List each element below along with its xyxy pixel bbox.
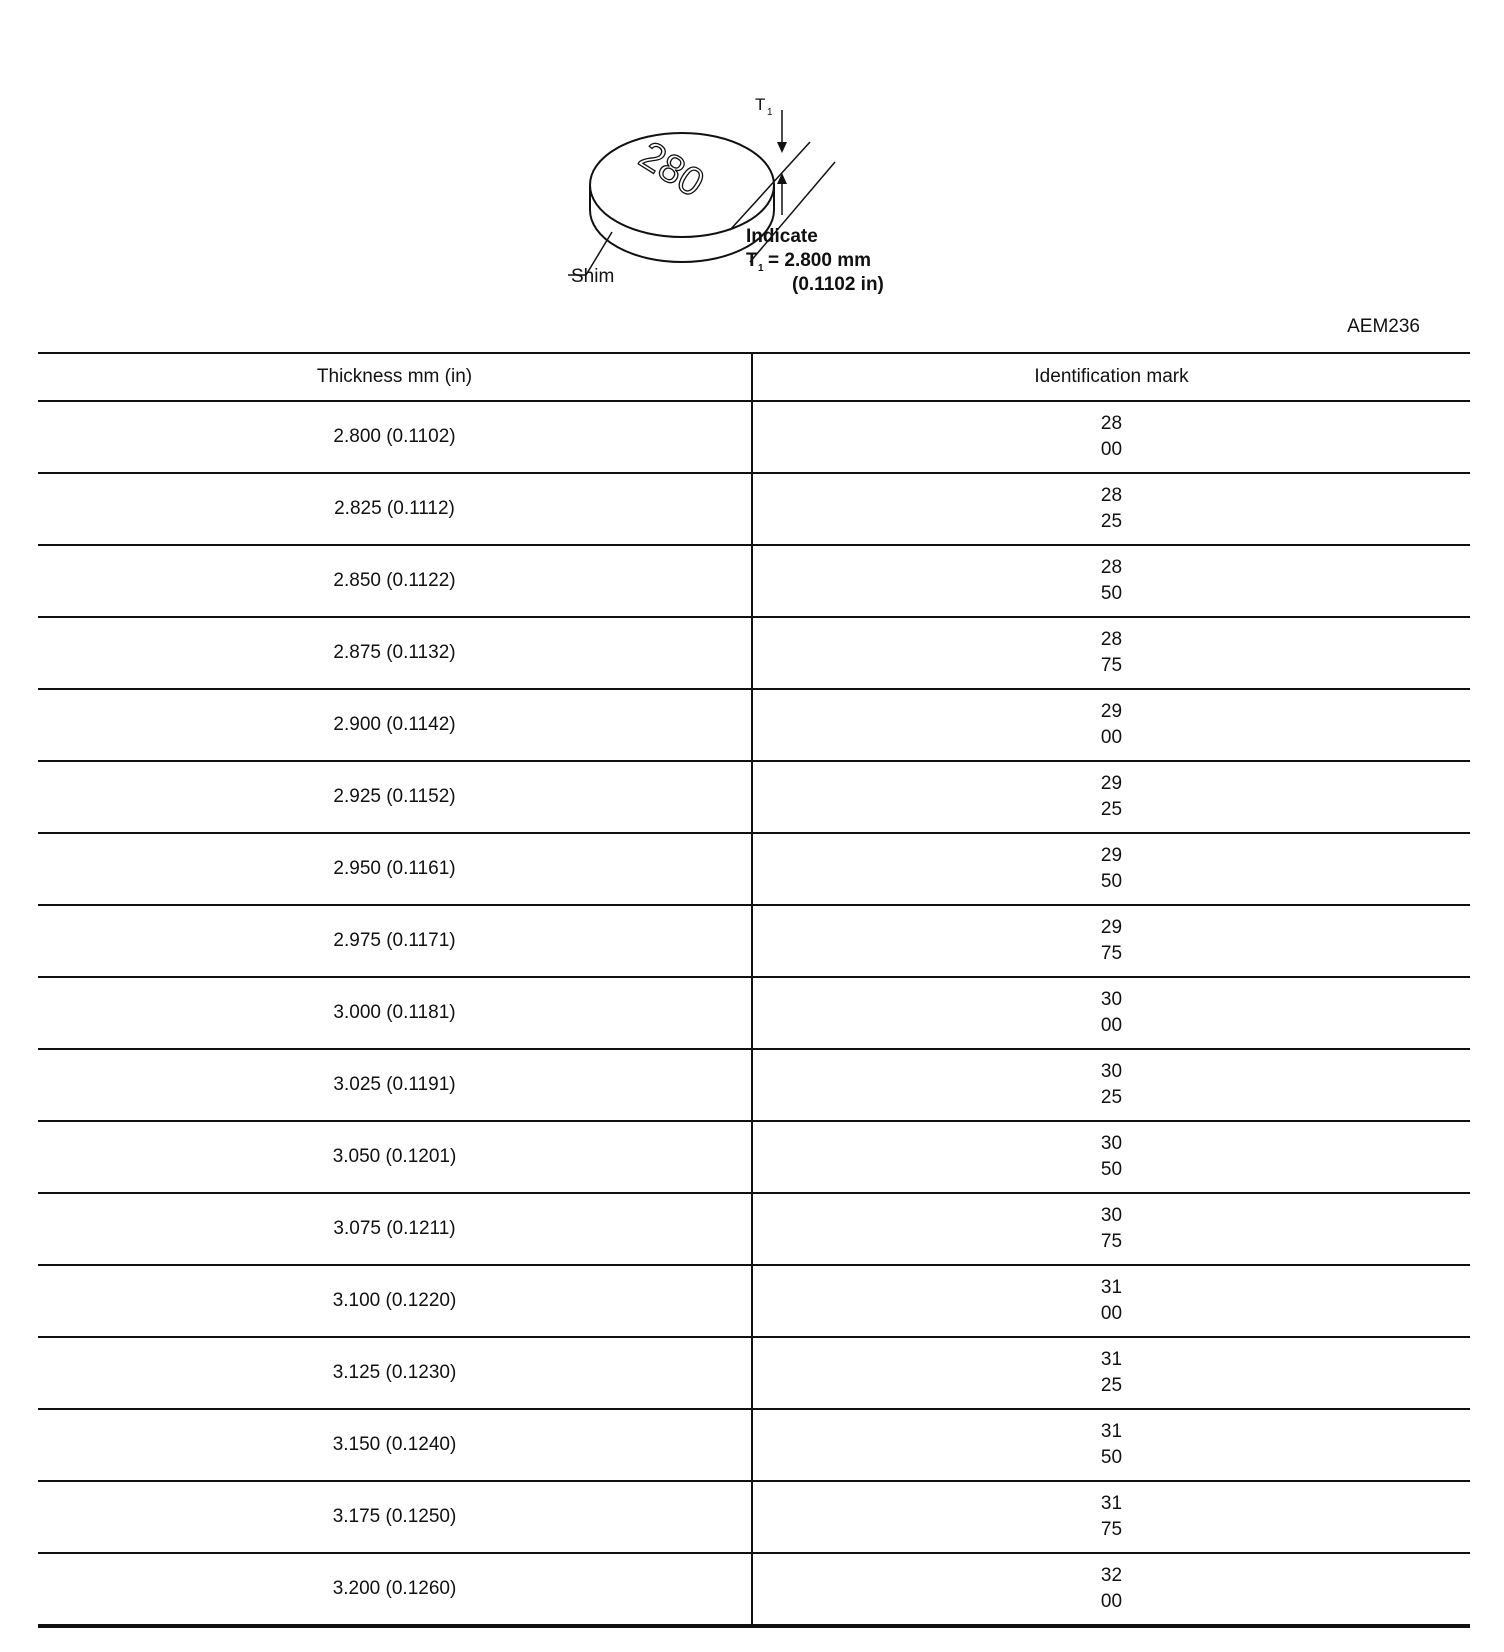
thickness-cell: 3.000 (0.1181) [38, 977, 752, 1049]
thickness-cell: 2.875 (0.1132) [38, 617, 752, 689]
mark-bottom: 75 [1100, 1519, 1123, 1540]
mark-top: 28 [1100, 485, 1123, 506]
mark-top: 31 [1100, 1493, 1123, 1514]
identification-mark-cell [752, 401, 1470, 473]
identification-mark-cell [752, 1265, 1470, 1337]
identification-mark-cell [752, 1121, 1470, 1193]
indicate-value-in: (0.1102 in) [792, 274, 884, 295]
thickness-cell: 3.150 (0.1240) [38, 1409, 752, 1481]
mark-bottom: 00 [1100, 1303, 1123, 1324]
table-row [38, 833, 1470, 905]
thickness-cell: 3.025 (0.1191) [38, 1049, 752, 1121]
mark-bottom: 75 [1100, 943, 1123, 964]
shim-illustration [560, 90, 980, 320]
mark-top: 30 [1100, 1133, 1123, 1154]
mark-top: 30 [1100, 989, 1123, 1010]
table-row [38, 545, 1470, 617]
table-row [38, 1409, 1470, 1481]
dimension-symbol: T [755, 95, 766, 114]
thickness-cell: 2.900 (0.1142) [38, 689, 752, 761]
mark-top: 31 [1100, 1349, 1123, 1370]
indicate-value: = 2.800 mm [768, 250, 871, 271]
identification-mark-cell [752, 977, 1470, 1049]
identification-mark-cell [752, 545, 1470, 617]
identification-mark-cell [752, 1481, 1470, 1553]
mark-bottom: 25 [1100, 1087, 1123, 1108]
figure-code: AEM236 [1347, 316, 1420, 337]
table-header-row [38, 353, 1470, 401]
mark-top: 30 [1100, 1061, 1123, 1082]
mark-top: 31 [1100, 1277, 1123, 1298]
mark-bottom: 25 [1100, 799, 1123, 820]
thickness-cell: 3.125 (0.1230) [38, 1337, 752, 1409]
thickness-cell: 3.175 (0.1250) [38, 1481, 752, 1553]
table-row [38, 1481, 1470, 1553]
thickness-cell: 3.200 (0.1260) [38, 1553, 752, 1626]
thickness-cell: 2.800 (0.1102) [38, 401, 752, 473]
mark-bottom: 25 [1100, 1375, 1123, 1396]
identification-mark-cell [752, 761, 1470, 833]
table-row [38, 977, 1470, 1049]
mark-top: 29 [1100, 701, 1123, 722]
table-body [38, 401, 1470, 1626]
thickness-cell: 3.050 (0.1201) [38, 1121, 752, 1193]
identification-mark-cell [752, 473, 1470, 545]
identification-mark-cell [752, 1337, 1470, 1409]
dimension-arrow-up-icon [777, 173, 787, 184]
table-row [38, 1193, 1470, 1265]
mark-bottom: 00 [1100, 727, 1123, 748]
thickness-column-header: Thickness mm (in) [38, 353, 752, 401]
table-row [38, 905, 1470, 977]
table-row [38, 1553, 1470, 1626]
mark-top: 29 [1100, 773, 1123, 794]
mark-bottom: 00 [1100, 1015, 1123, 1036]
mark-bottom: 50 [1100, 871, 1123, 892]
shim-mark-text: 280 [631, 133, 712, 206]
mark-top: 31 [1100, 1421, 1123, 1442]
indicate-symbol: T [746, 250, 758, 271]
thickness-cell: 2.825 (0.1112) [38, 473, 752, 545]
identification-mark-cell [752, 689, 1470, 761]
mark-bottom: 50 [1100, 1447, 1123, 1468]
identification-mark-cell [752, 833, 1470, 905]
mark-bottom: 75 [1100, 655, 1123, 676]
identification-mark-cell [752, 905, 1470, 977]
indicate-label: Indicate [746, 226, 818, 247]
thickness-cell: 2.850 (0.1122) [38, 545, 752, 617]
table-row [38, 761, 1470, 833]
table-row [38, 1265, 1470, 1337]
table-row [38, 473, 1470, 545]
table-row [38, 689, 1470, 761]
identification-mark-column-header: Identification mark [752, 353, 1470, 401]
mark-top: 29 [1100, 845, 1123, 866]
mark-bottom: 75 [1100, 1231, 1123, 1252]
identification-mark-cell [752, 1409, 1470, 1481]
identification-mark-cell [752, 1193, 1470, 1265]
mark-bottom: 00 [1100, 439, 1123, 460]
mark-bottom: 25 [1100, 511, 1123, 532]
thickness-cell: 3.100 (0.1220) [38, 1265, 752, 1337]
mark-top: 28 [1100, 557, 1123, 578]
mark-top: 29 [1100, 917, 1123, 938]
dimension-subscript: 1 [767, 107, 773, 118]
mark-bottom: 00 [1100, 1591, 1123, 1612]
mark-top: 32 [1100, 1565, 1123, 1586]
thickness-cell: 2.925 (0.1152) [38, 761, 752, 833]
table-row [38, 1337, 1470, 1409]
shim-label: Shim [571, 266, 615, 287]
table-row [38, 1121, 1470, 1193]
identification-mark-cell [752, 1553, 1470, 1626]
indicate-subscript: 1 [758, 263, 764, 274]
mark-top: 28 [1100, 629, 1123, 650]
thickness-cell: 3.075 (0.1211) [38, 1193, 752, 1265]
identification-mark-cell [752, 1049, 1470, 1121]
table-row [38, 1049, 1470, 1121]
mark-bottom: 50 [1100, 1159, 1123, 1180]
identification-mark-cell [752, 617, 1470, 689]
table-row [38, 617, 1470, 689]
thickness-cell: 2.950 (0.1161) [38, 833, 752, 905]
mark-top: 30 [1100, 1205, 1123, 1226]
shim-thickness-table [38, 352, 1470, 1628]
mark-top: 28 [1100, 413, 1123, 434]
table-row [38, 401, 1470, 473]
thickness-cell: 2.975 (0.1171) [38, 905, 752, 977]
mark-bottom: 50 [1100, 583, 1123, 604]
dimension-arrow-down-icon [777, 142, 787, 153]
